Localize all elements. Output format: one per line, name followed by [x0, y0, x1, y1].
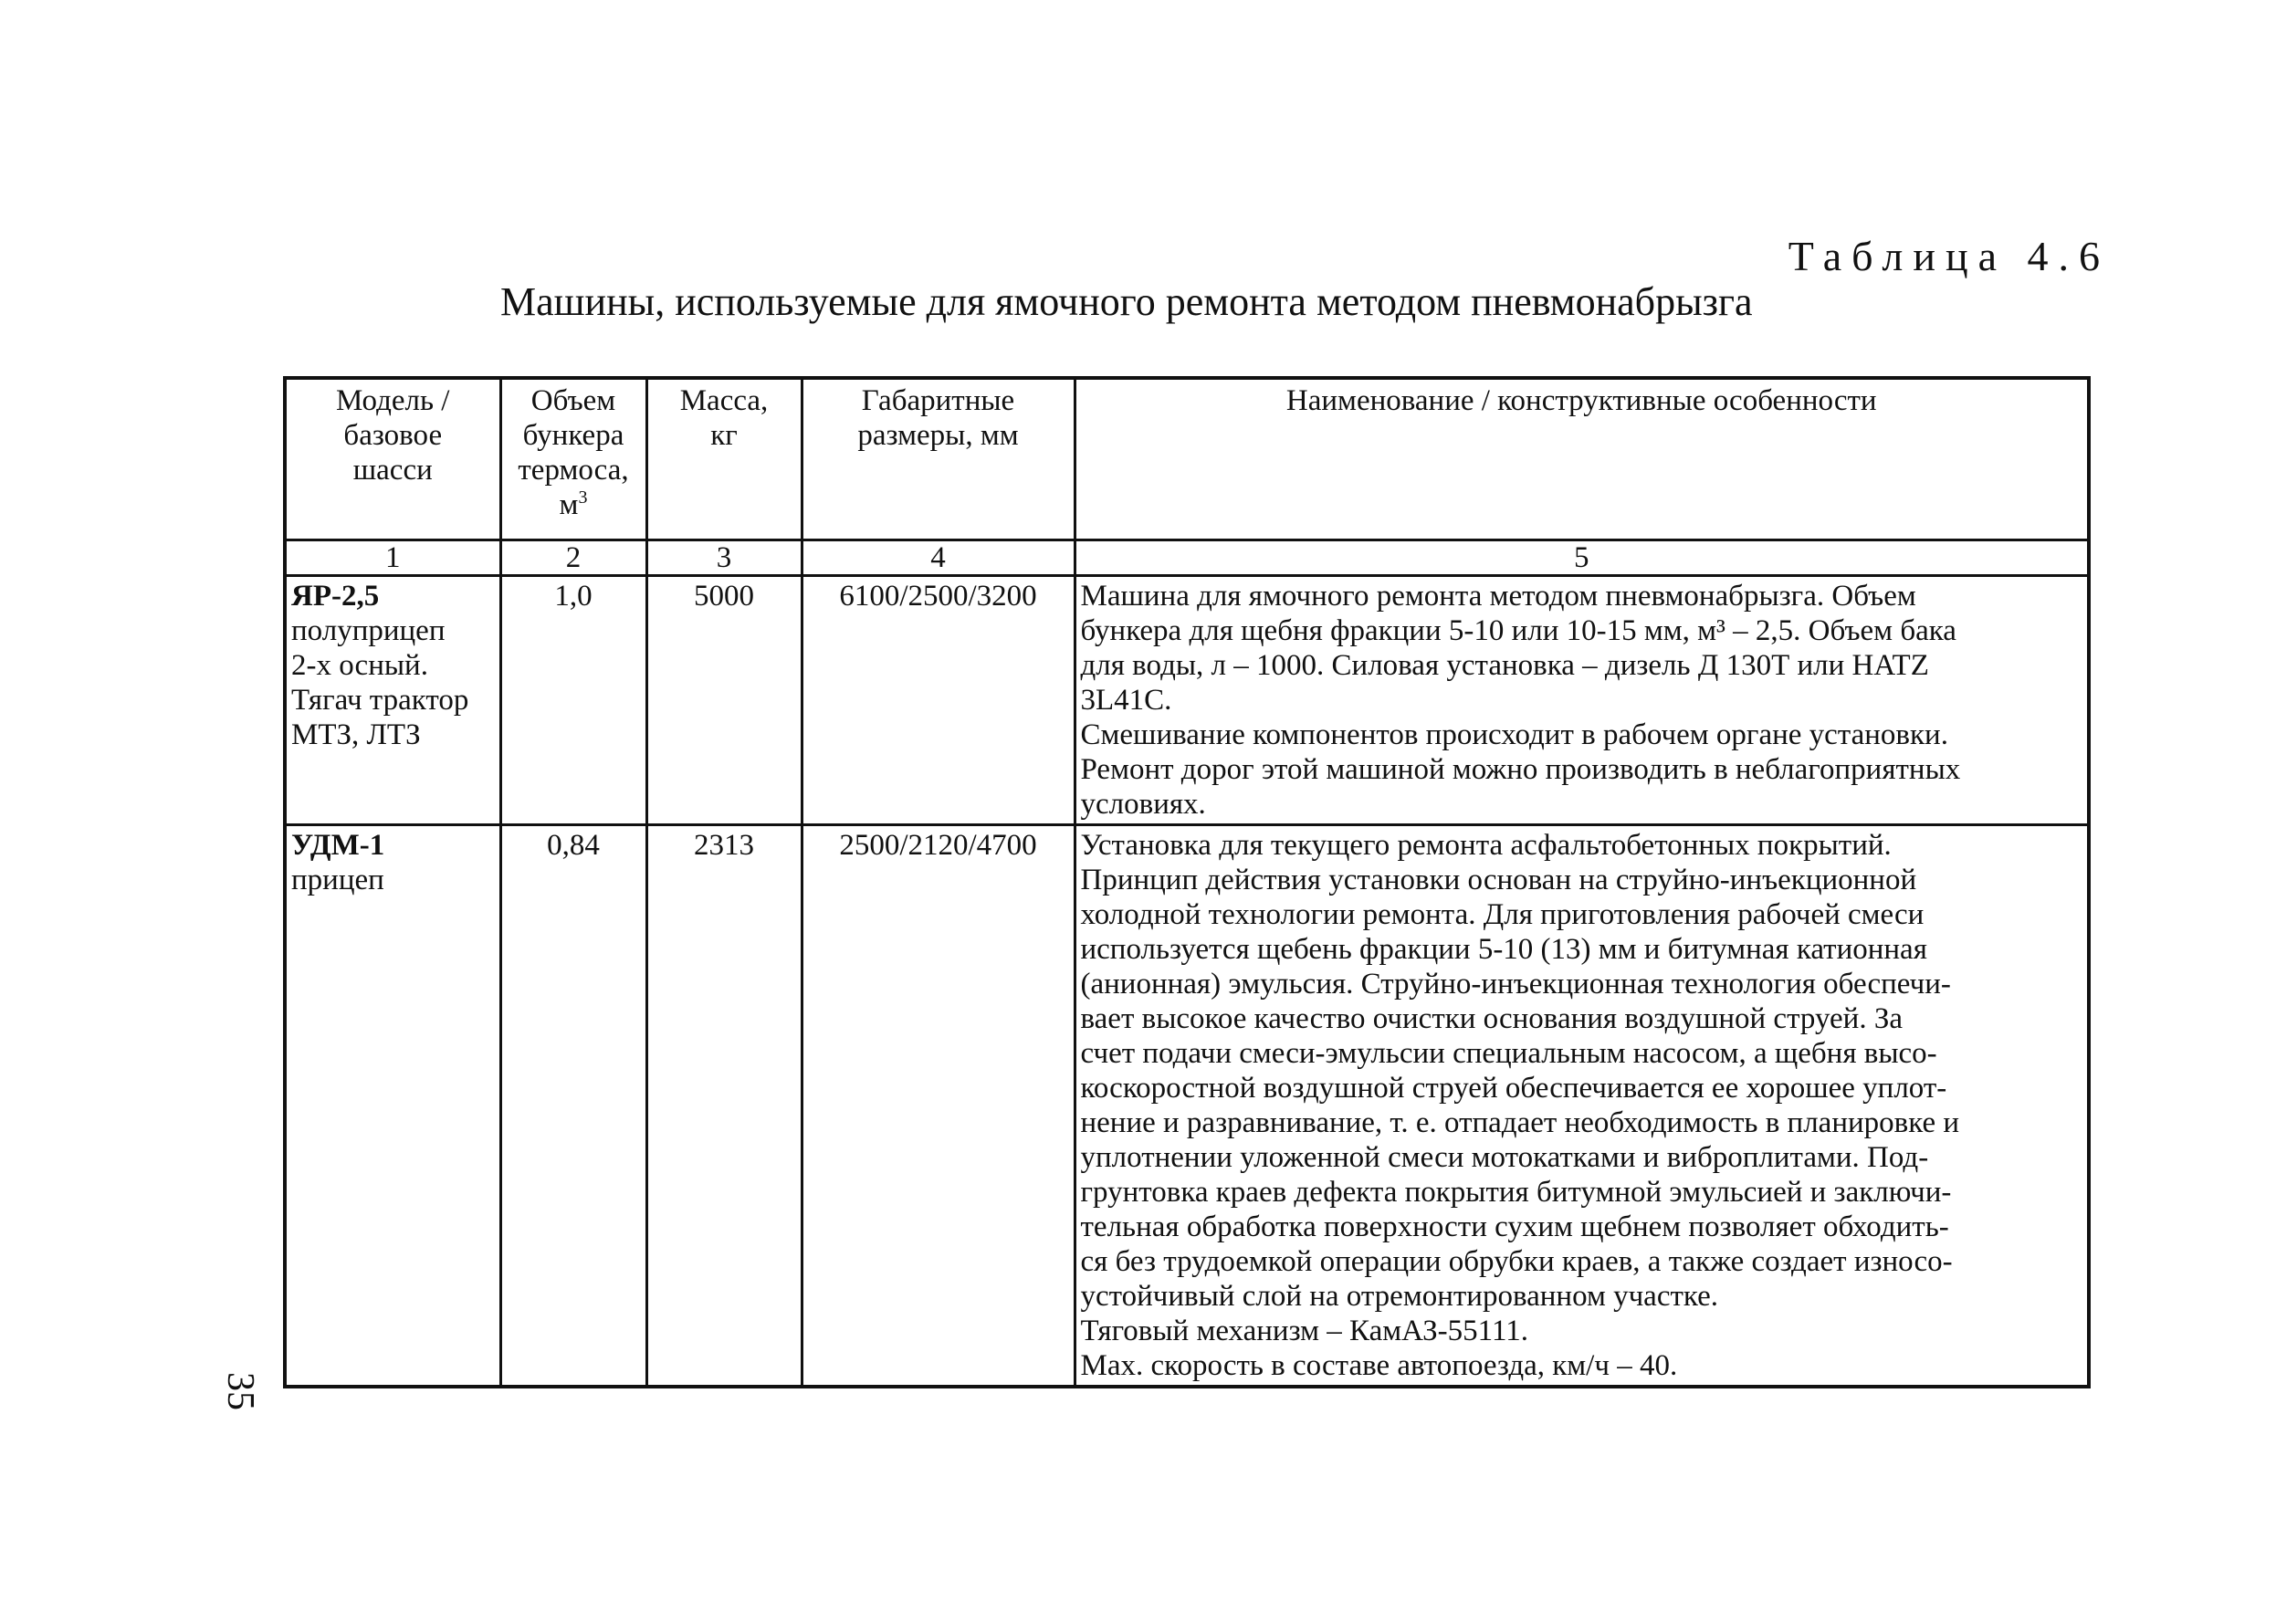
- description-line: Принцип действия установки основан на струйно-инъекционной: [1080, 864, 1917, 896]
- description-line: используется щебень фракции 5-10 (13) мм и битумная катионная: [1080, 933, 1927, 966]
- description-line: грунтовка краев дефекта покрытия битумной эмульсией и заключи-: [1080, 1176, 1952, 1209]
- column-number: 1: [285, 540, 500, 576]
- table-title: Машины, используемые для ямочного ремонта методом пневмонабрызга: [500, 279, 1753, 324]
- chassis-line: прицеп: [291, 864, 384, 896]
- mass-cell: 2313: [646, 825, 802, 1388]
- header-mass-line: кг: [710, 419, 738, 452]
- description-line: коскоростной воздушной струей обеспечивается ее хорошее уплот-: [1080, 1072, 1947, 1105]
- chassis-line: 2-х осный.: [291, 649, 428, 682]
- volume-cell: 0,84: [500, 825, 646, 1388]
- header-mass-line: Масса,: [679, 384, 769, 417]
- header-volume-unit-exp: 3: [578, 487, 588, 508]
- header-description: [1075, 378, 2089, 540]
- chassis-line: Тягач трактор: [291, 684, 469, 717]
- header-model-line: Модель /: [336, 384, 450, 417]
- description-line: Max. скорость в составе автопоезда, км/ч – 40.: [1080, 1349, 1678, 1382]
- page-number: 35: [219, 1372, 261, 1410]
- column-number-row: [285, 540, 2089, 576]
- table-row: [285, 576, 2089, 825]
- description-line: бункера для щебня фракции 5-10 или 10-15 мм, м³ – 2,5. Объем бака: [1080, 614, 1956, 647]
- table-row: [285, 825, 2089, 1388]
- header-volume-line: Объем: [530, 384, 616, 417]
- description-line: нение и разравнивание, т. е. отпадает необходимость в планировке и: [1080, 1106, 1959, 1139]
- table-label: Таблица 4.6: [1788, 233, 2110, 279]
- header-mass: [646, 378, 802, 540]
- description-line: (анионная) эмульсия. Струйно-инъекционная технология обеспечи-: [1080, 968, 1951, 1001]
- header-volume: [500, 378, 646, 540]
- description-line: ся без трудоемкой операции обрубки краев, а также создает износо-: [1080, 1245, 1953, 1278]
- model-cell: [285, 576, 500, 825]
- column-number: 3: [646, 540, 802, 576]
- description-line: Тяговый механизм – КамАЗ-55111.: [1080, 1315, 1528, 1347]
- description-line: 3L41C.: [1080, 684, 1172, 717]
- description-line: вает высокое качество очистки основания воздушной струей. За: [1080, 1002, 1904, 1035]
- header-model-line: базовое: [343, 419, 443, 452]
- model-cell: [285, 825, 500, 1388]
- description-line: Машина для ямочного ремонта методом пневмонабрызга. Объем: [1080, 580, 1916, 613]
- header-volume-line: термоса,: [518, 454, 629, 487]
- dimensions-cell: 2500/2120/4700: [802, 825, 1075, 1388]
- description-line: холодной технологии ремонта. Для приготовления рабочей смеси: [1080, 898, 1925, 931]
- model-name: ЯР-2,5: [291, 580, 380, 613]
- header-volume-line: бункера: [522, 419, 624, 452]
- header-row: [285, 378, 2089, 540]
- description-cell: [1075, 576, 2089, 825]
- header-volume-unit-base: м: [559, 488, 579, 521]
- description-line: уплотнении уложенной смеси мотокатками и виброплитами. Под-: [1080, 1141, 1929, 1174]
- header-dimensions-line: размеры, мм: [857, 419, 1019, 452]
- dimensions-cell: 6100/2500/3200: [802, 576, 1075, 825]
- chassis-line: МТЗ, ЛТЗ: [291, 718, 421, 751]
- mass-cell: 5000: [646, 576, 802, 825]
- header-volume-unit: [507, 487, 641, 522]
- description-line: для воды, л – 1000. Силовая установка – дизель Д 130Т или HATZ: [1080, 649, 1929, 682]
- volume-cell: 1,0: [500, 576, 646, 825]
- header-model-line: шасси: [352, 454, 433, 487]
- model-name: УДМ-1: [291, 829, 385, 862]
- header-dimensions: [802, 378, 1075, 540]
- header-description-line: Наименование / конструктивные особенности: [1285, 384, 1877, 417]
- machines-table: [283, 376, 2091, 1388]
- description-cell: [1075, 825, 2089, 1388]
- description-line: Установка для текущего ремонта асфальтобетонных покрытий.: [1080, 829, 1892, 862]
- description-line: условиях.: [1080, 788, 1206, 821]
- column-number: 2: [500, 540, 646, 576]
- column-number: 4: [802, 540, 1075, 576]
- chassis-line: полуприцеп: [291, 614, 446, 647]
- description-line: Смешивание компонентов происходит в рабочем органе установки.: [1080, 718, 1948, 751]
- header-dimensions-line: Габаритные: [861, 384, 1015, 417]
- column-number: 5: [1075, 540, 2089, 576]
- description-line: тельная обработка поверхности сухим щебнем позволяет обходить-: [1080, 1210, 1949, 1243]
- header-model: [285, 378, 500, 540]
- description-line: устойчивый слой на отремонтированном участке.: [1080, 1280, 1718, 1313]
- description-line: Ремонт дорог этой машиной можно производить в неблагоприятных: [1080, 753, 1961, 786]
- description-line: счет подачи смеси-эмульсии специальным насосом, а щебня высо-: [1080, 1037, 1937, 1070]
